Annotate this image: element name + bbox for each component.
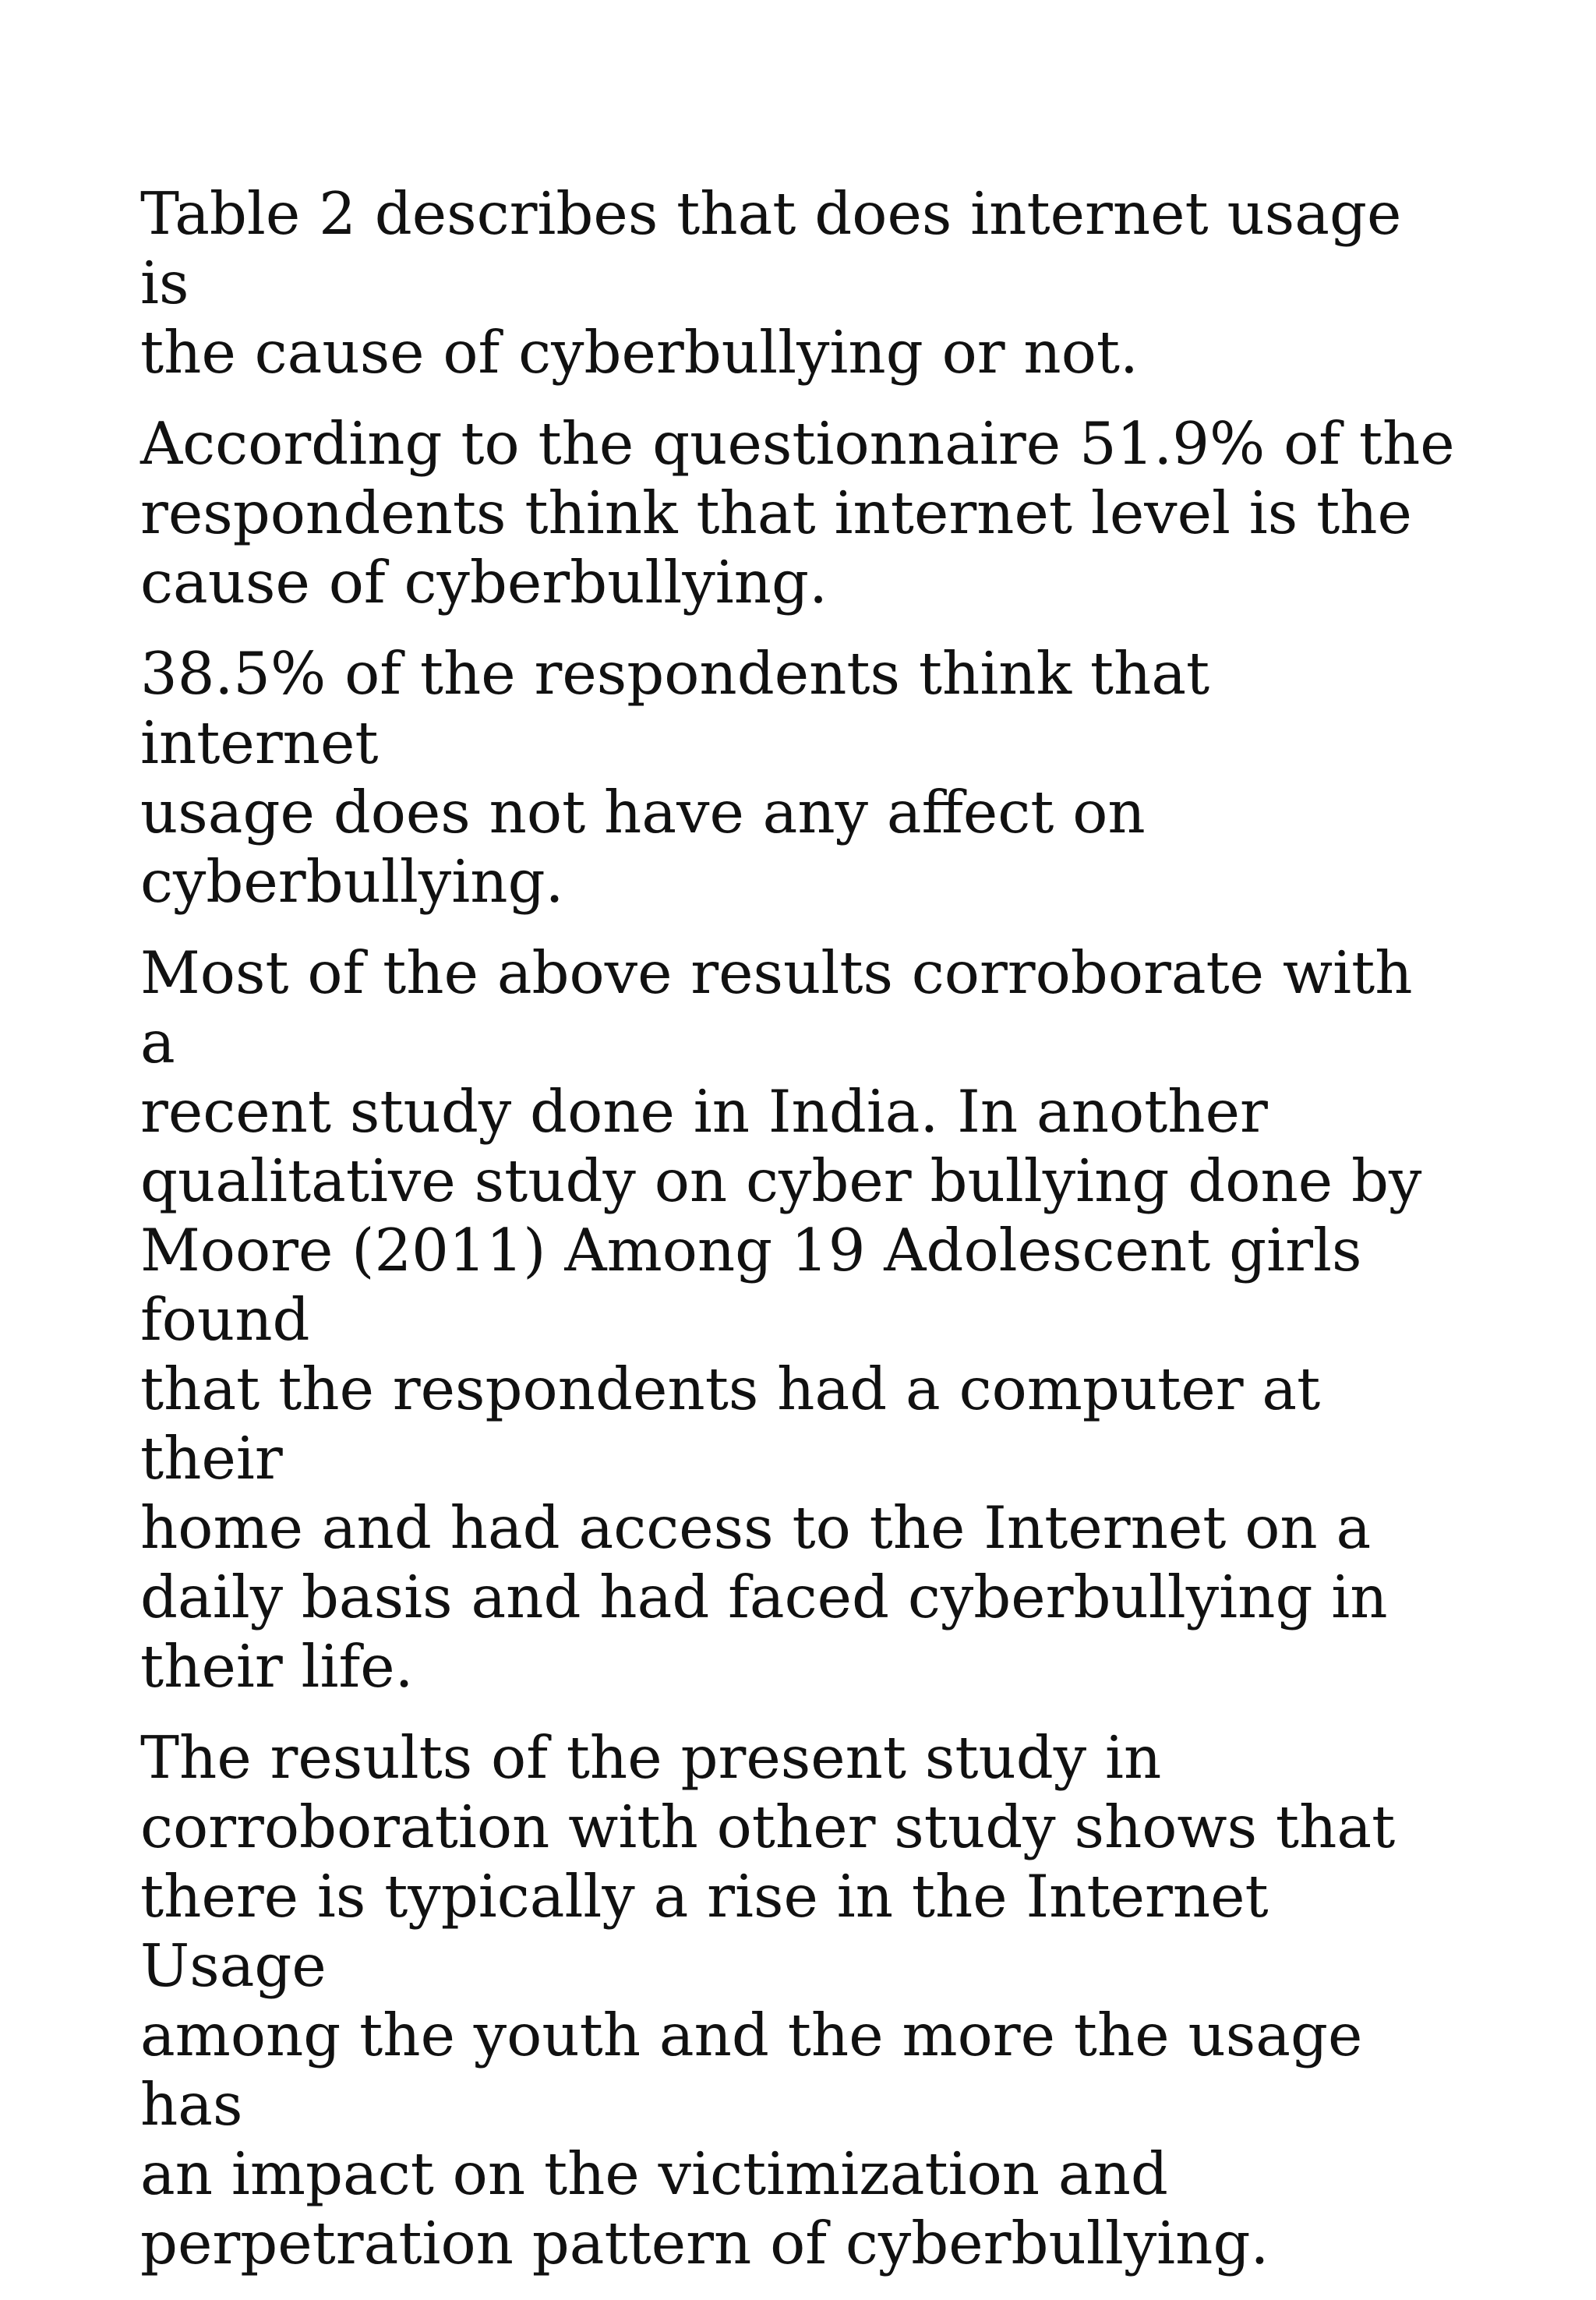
paragraph-table-description: Table 2 describes that does internet usage is the cause of cyberbullying or not. (140, 179, 1402, 387)
paragraph-no-effect-percentage: 38.5% of the respondents think that internet usage does not have any affect on cyberbullying. (140, 639, 1210, 916)
document-body (140, 179, 1465, 2300)
paragraph-conclusion: The results of the present study in corroboration with other study shows that there is typically a rise in the Internet Usage among the youth and the more the usage has an impact on the victimization and perpetration pattern of cyberbullying. (140, 1723, 1396, 2277)
paragraph-related-study: Most of the above results corroborate with a recent study done in India. In another qualitative study on cyber bullying done by Moore (2011) Among 19 Adolescent girls found that the respondents had a computer at their home and had access to the Internet on a daily basis and had faced cyberbullying in their life. (140, 938, 1422, 1701)
paragraph-cause-percentage: According to the questionnaire 51.9% of the respondents think that internet level is the cause of cyberbullying. (140, 409, 1455, 617)
